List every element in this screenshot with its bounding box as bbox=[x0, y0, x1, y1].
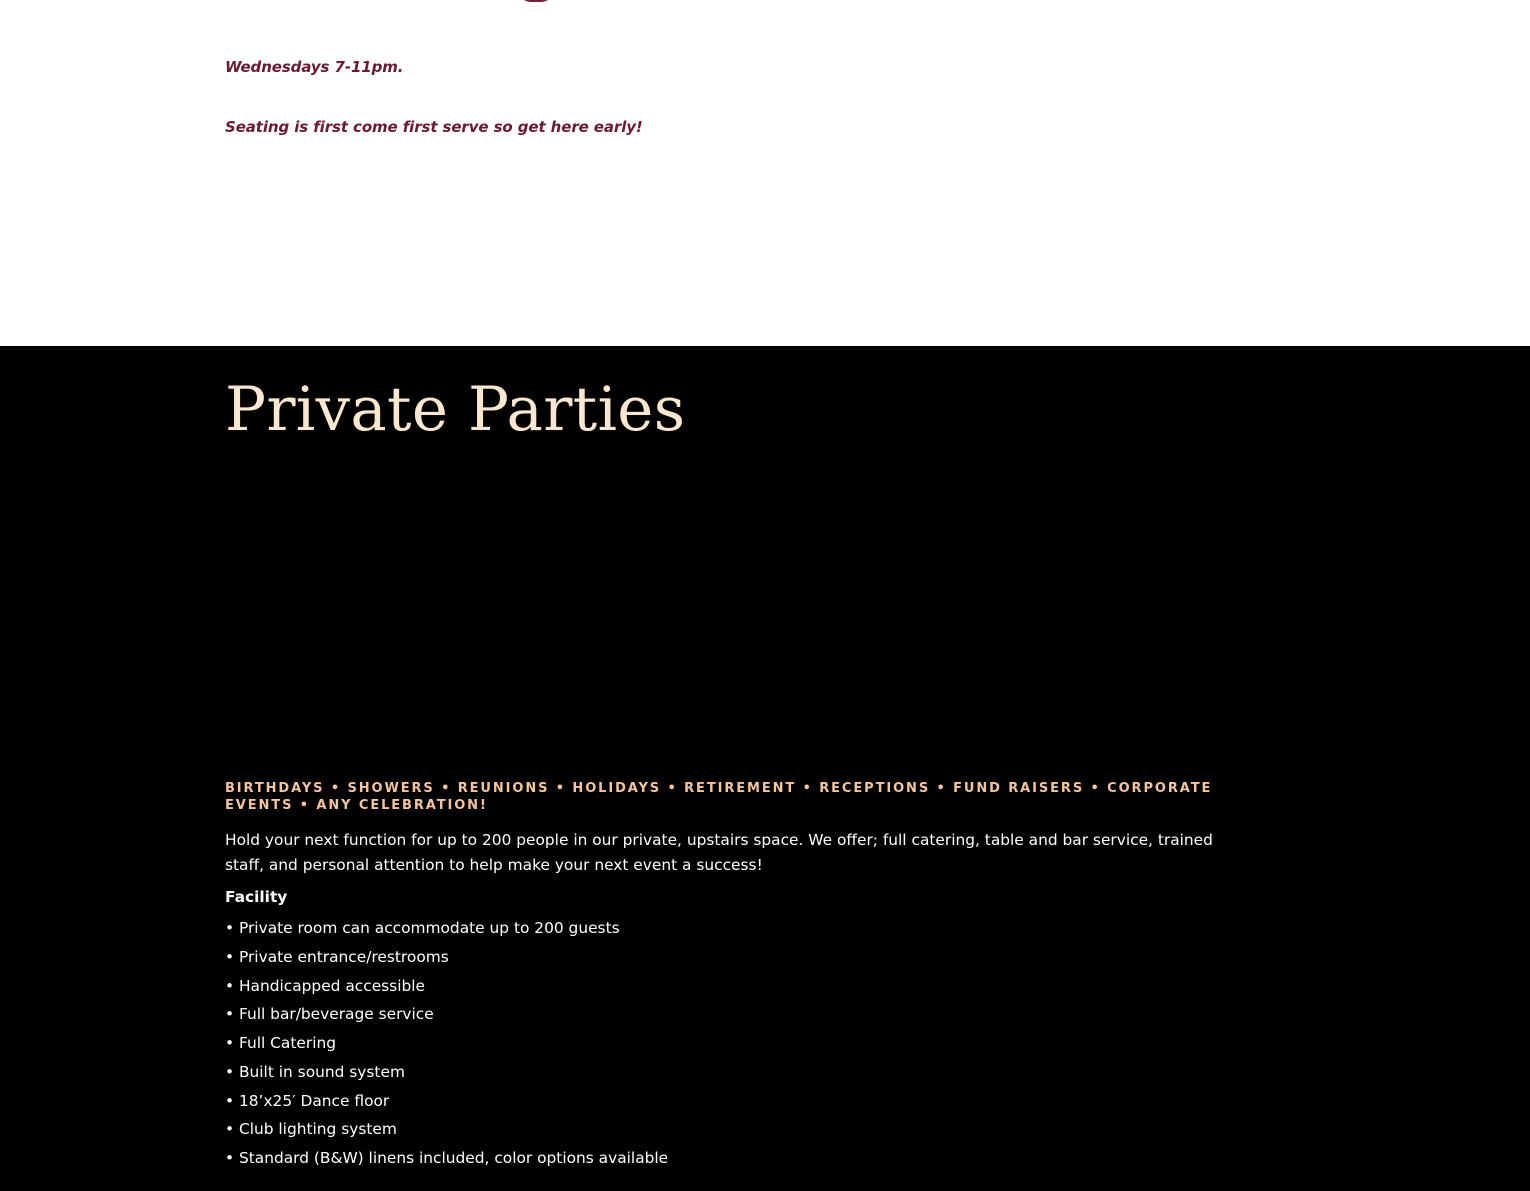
facility-item: • Built in sound system bbox=[225, 1062, 405, 1081]
event-types-list: BIRTHDAYS • SHOWERS • REUNIONS • HOLIDAYS • RETIREMENT • RECEPTIONS • FUND RAISERS • CORPORATE EVENTS • ANY CELEBRATION! bbox=[225, 781, 1213, 813]
facility-item: • Standard (B&W) linens included, color options available bbox=[225, 1149, 669, 1167]
facility-item: • Private entrance/restrooms bbox=[225, 947, 449, 966]
events-section bbox=[0, 0, 1530, 346]
facility-item: • Full bar/beverage service bbox=[225, 1005, 434, 1024]
facility-list bbox=[225, 914, 668, 1173]
private-parties-intro: Hold your next function for up to 200 people in our private, upstairs space. We offer; full catering, table and bar service, trained staff, and personal attention to help make your next event a success! bbox=[225, 831, 1213, 874]
facility-item: • Handicapped accessible bbox=[225, 976, 425, 995]
event-schedule: Wednesdays 7-11pm. bbox=[225, 58, 404, 76]
facility-item: • 18’x25′ Dance floor bbox=[225, 1091, 390, 1110]
facility-heading: Facility bbox=[225, 888, 288, 906]
private-parties-section bbox=[0, 346, 1530, 1191]
seating-note: Seating is first come first serve so get here early! bbox=[225, 118, 643, 136]
facility-item: • Full Catering bbox=[225, 1034, 336, 1052]
section-title: Private Parties bbox=[225, 374, 686, 445]
facility-item: • Private room can accommodate up to 200 guests bbox=[225, 919, 620, 937]
cropped-heading-fragment bbox=[519, 0, 553, 2]
facility-item: • Club lighting system bbox=[225, 1120, 397, 1139]
